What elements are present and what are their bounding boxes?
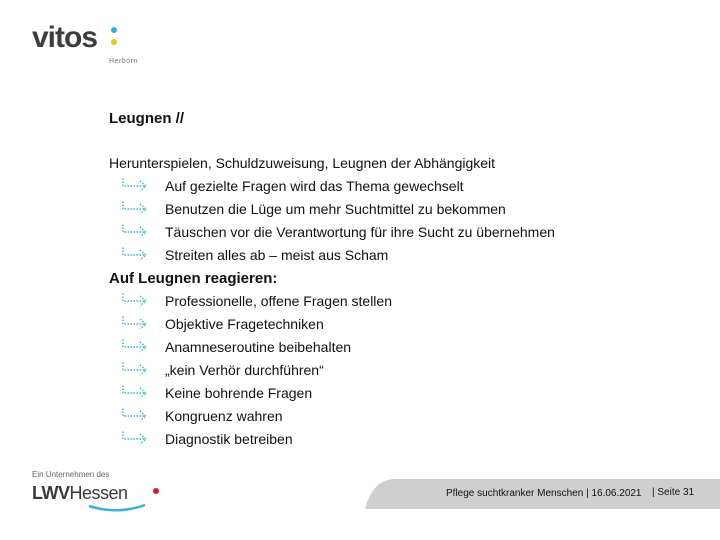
arrow-bullet-icon <box>122 339 148 355</box>
arrow-bullet-icon <box>122 224 148 240</box>
line-text: Objektive Fragetechniken <box>165 316 324 332</box>
line-text: Kongruenz wahren <box>165 408 283 424</box>
bullet-item <box>109 313 689 336</box>
arrow-bullet-icon <box>122 178 148 194</box>
line-text: Herunterspielen, Schuldzuweisung, Leugnen der Abhängigkeit <box>109 155 496 171</box>
bullet-item <box>109 198 689 221</box>
line-text: „kein Verhör durchführen“ <box>165 362 324 378</box>
org-name-bold: LWV <box>32 483 70 503</box>
logo-subtitle: Herborn <box>109 58 138 65</box>
org-prefix: Ein Unternehmen des <box>32 470 110 479</box>
bullet-item <box>109 428 689 451</box>
line-text: Täuschen vor die Verantwortung für ihre Sucht zu übernehmen <box>165 224 555 240</box>
vitos-logo <box>32 20 162 72</box>
line-text: Diagnostik betreiben <box>165 431 293 447</box>
line-text: Auf Leugnen reagieren: <box>109 270 278 287</box>
line-text: Benutzen die Lüge um mehr Suchtmittel zu bekommen <box>165 201 506 217</box>
bullet-item <box>109 405 689 428</box>
footer-text: Pflege suchtkranker Menschen | 16.06.2021 <box>446 488 642 499</box>
arrow-bullet-icon <box>122 362 148 378</box>
org-name <box>32 483 128 504</box>
slide-title: Leugnen // <box>109 110 184 127</box>
logo-wordmark: vitos <box>32 21 98 54</box>
section-heading <box>109 267 689 290</box>
logo-dot-top <box>111 27 117 33</box>
arrow-bullet-icon <box>122 385 148 401</box>
bullet-item <box>109 336 689 359</box>
line-text: Keine bohrende Fragen <box>165 385 313 401</box>
line-text: Streiten alles ab – meist aus Scham <box>165 247 389 263</box>
lwv-red-dot <box>153 488 159 494</box>
slide-content <box>109 152 689 451</box>
arrow-bullet-icon <box>122 431 148 447</box>
bullet-item <box>109 221 689 244</box>
logo-dot-bottom <box>111 39 117 45</box>
arrow-bullet-icon <box>122 247 148 263</box>
logo-colon-dots <box>108 25 120 49</box>
lwv-swoosh-icon <box>87 503 147 513</box>
arrow-bullet-icon <box>122 316 148 332</box>
arrow-bullet-icon <box>122 408 148 424</box>
arrow-bullet-icon <box>122 201 148 217</box>
intro-line <box>109 152 689 175</box>
line-text: Professionelle, offene Fragen stellen <box>165 293 392 309</box>
arrow-bullet-icon <box>122 293 148 309</box>
lwv-hessen-logo <box>32 470 142 515</box>
line-text: Anamneseroutine beibehalten <box>165 339 352 355</box>
org-name-light: Hessen <box>69 483 128 503</box>
page-number: | Seite 31 <box>652 487 695 498</box>
bullet-item <box>109 175 689 198</box>
bullet-item <box>109 382 689 405</box>
bullet-item <box>109 290 689 313</box>
line-text: Auf gezielte Fragen wird das Thema gewechselt <box>165 178 464 194</box>
bullet-item <box>109 244 689 267</box>
bullet-item <box>109 359 689 382</box>
